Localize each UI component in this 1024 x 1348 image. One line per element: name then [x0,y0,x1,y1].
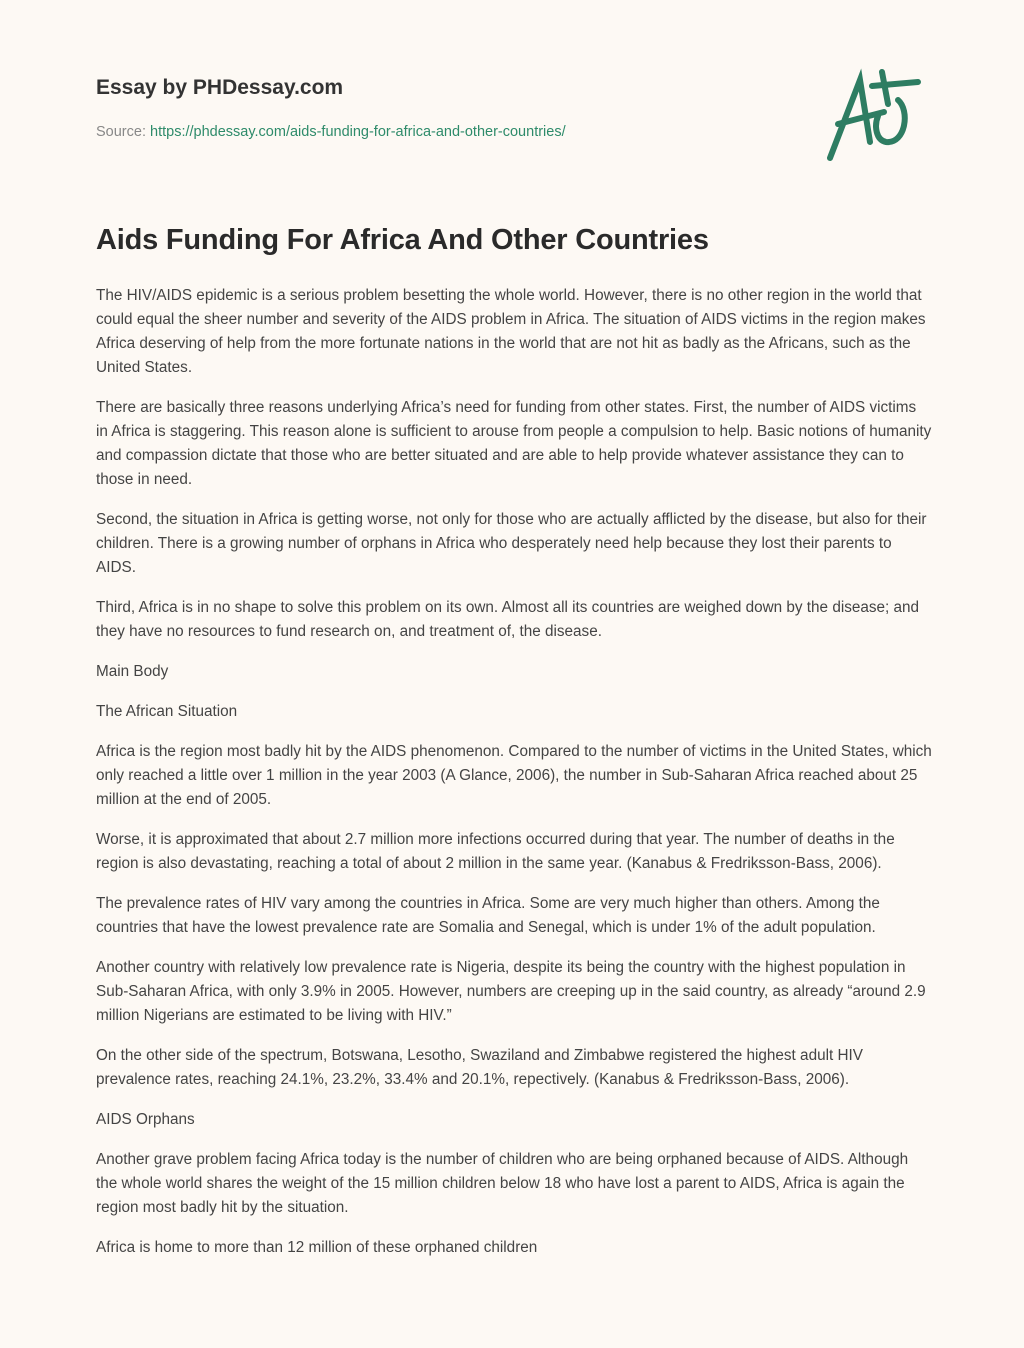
paragraph: The prevalence rates of HIV vary among the countries in Africa. Some are very much higher than others. Among the countries that have the lowest prevalence rate are Somalia and Senegal, which is under 1% of the adult population. [96,895,880,936]
paragraph: Third, Africa is in no shape to solve this problem on its own. Almost all its countries are weighed down by the disease; and they have no resources to fund research on, and treatment of, the disease. [96,599,920,640]
paragraph: Africa is home to more than 12 million of these orphaned children [96,1239,538,1256]
paragraph: Second, the situation in Africa is getting worse, not only for those who are actually afflicted by the disease, but also for their children. There is a growing number of orphans in Africa who desperately need help because they lost their parents to AIDS. [96,511,927,576]
source-link[interactable]: https://phdessay.com/aids-funding-for-africa-and-other-countries/ [150,124,566,140]
paragraph: Another country with relatively low prevalence rate is Nigeria, despite its being the country with the highest population in Sub-Saharan Africa, with only 3.9% in 2005. However, numbers are creeping up in the said country, as already “around 2.9 million Nigerians are estimated to be living with HIV.” [96,959,926,1024]
section-heading: Main Body [96,663,169,680]
section-heading: AIDS Orphans [96,1111,195,1128]
paragraph: Worse, it is approximated that about 2.7 million more infections occurred during that year. The number of deaths in the region is also devastating, reaching a total of about 2 million in the same year. (Kanabus & Fredriksson-Bass, 2006). [96,831,895,872]
source-line [96,124,566,140]
site-title: Essay by PHDessay.com [96,76,344,99]
section-heading: The African Situation [96,703,238,720]
paragraph: Another grave problem facing Africa today is the number of children who are being orphaned because of AIDS. Although the whole world shares the weight of the 15 million children below 18 who have lost a parent to AIDS, Africa is again the region most badly hit by the situation. [96,1151,909,1216]
a-plus-logo-icon [820,66,930,166]
essay-body [96,284,932,1276]
paragraph: Africa is the region most badly hit by the AIDS phenomenon. Compared to the number of victims in the United States, which only reached a little over 1 million in the year 2003 (A Glance, 2006), the number in Sub-Saharan Africa reached about 25 million at the end of 2005. [96,743,932,808]
source-label: Source: [96,124,146,140]
paragraph: The HIV/AIDS epidemic is a serious problem besetting the whole world. However, there is no other region in the world that could equal the sheer number and severity of the AIDS problem in Africa. The situation of AIDS victims in the region makes Africa deserving of help from the more fortunate nations in the world that are not hit as badly as the Africans, such as the United States. [96,287,926,376]
essay-title: Aids Funding For Africa And Other Countries [96,224,709,256]
paragraph: On the other side of the spectrum, Botswana, Lesotho, Swaziland and Zimbabwe registered the highest adult HIV prevalence rates, reaching 24.1%, 23.2%, 33.4% and 20.1%, repectively. (Kanabus & Fredriksson-Bass, 2006). [96,1047,863,1088]
paragraph: There are basically three reasons underlying Africa’s need for funding from other states. First, the number of AIDS victims in Africa is staggering. This reason alone is sufficient to arouse from people a compulsion to help. Basic notions of humanity and compassion dictate that those who are better situated and are able to help provide whatever assistance they can to those in need. [96,399,932,488]
